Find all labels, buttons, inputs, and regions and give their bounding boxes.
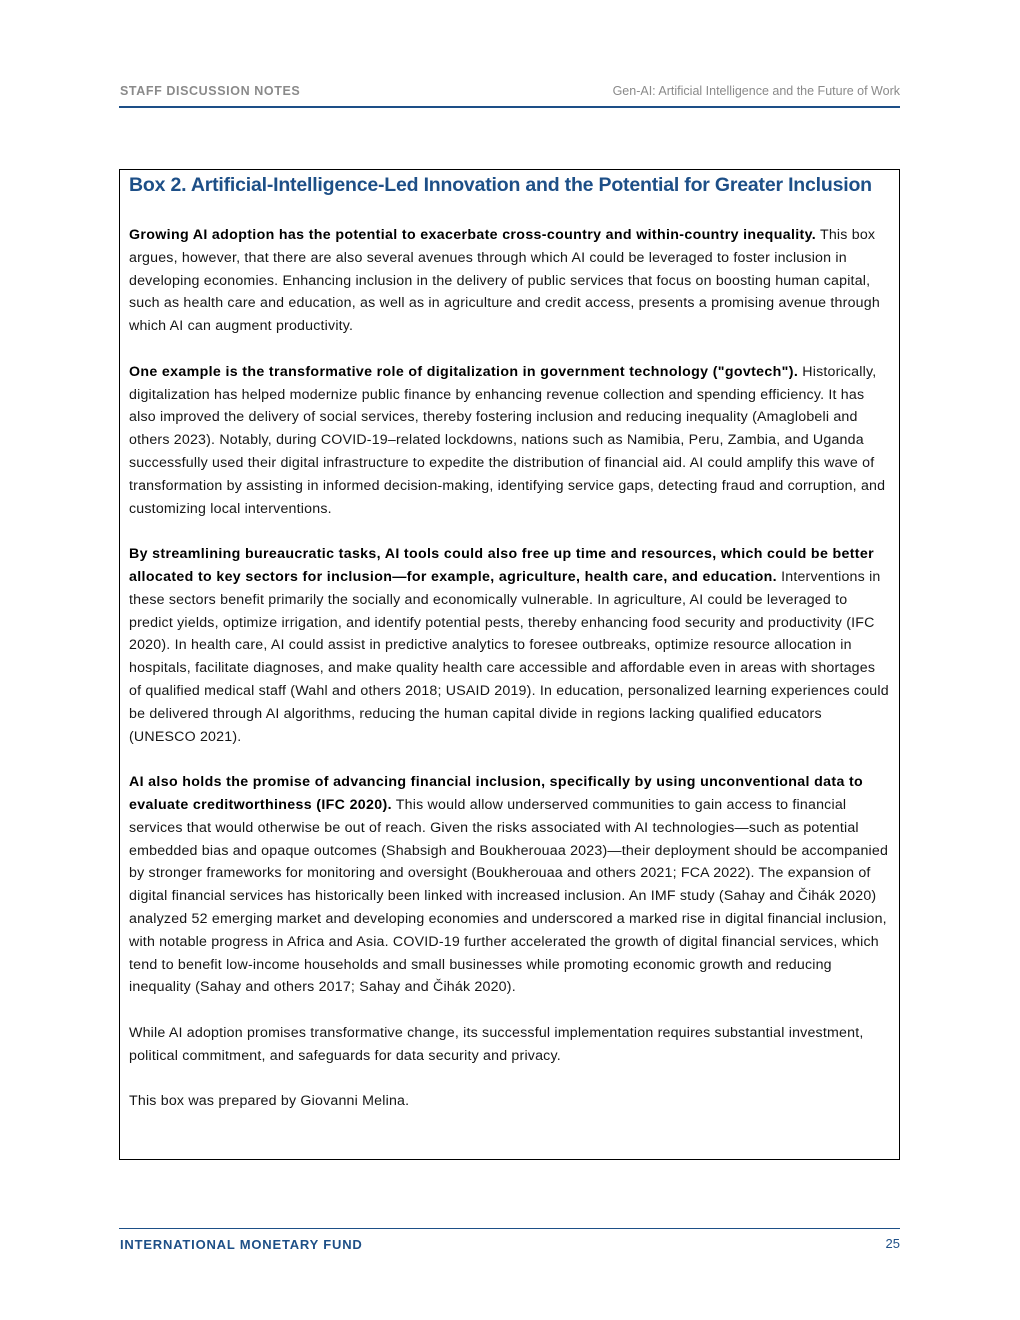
box-title: Box 2. Artificial-Intelligence-Led Innovation and the Potential for Greater Inclusion	[129, 174, 872, 196]
series-label: STAFF DISCUSSION NOTES	[120, 84, 301, 98]
publisher-name: INTERNATIONAL MONETARY FUND	[120, 1237, 363, 1252]
paragraph-body: Interventions in these sectors benefit primarily the socially and economically vulnerable. In agriculture, AI could be leveraged to predict yields, optimize irrigation, and identify potential pests, thereby enhancing food security and productivity (IFC 2020). In health care, AI could assist in predictive analytics to foresee outbreaks, optimize resource allocation in hospitals, facilitate diagnoses, and make quality health care accessible and affordable even in areas with shortages of qualified medical staff (Wahl and others 2018; USAID 2019). In education, personalized learning experiences could be delivered through AI algorithms, reducing the human capital divide in regions lacking qualified educators (UNESCO 2021).	[129, 568, 889, 745]
paragraph-body: This box argues, however, that there are also several avenues through which AI could be leveraged to foster inclusion in developing economies. Enhancing inclusion in the delivery of public services that focus on boosting human capital, such as health care and education, as well as in agriculture and credit access, presents a promising avenue through which AI can augment productivity.	[129, 227, 880, 335]
box-2	[119, 169, 900, 1160]
running-header	[119, 82, 900, 108]
paragraph-govtech	[129, 361, 890, 521]
paragraph-body: This would allow underserved communities to gain access to financial services that would otherwise be out of reach. Given the risks associated with AI technologies—such as potential embedded bias and opaque outcomes (Shabsigh and Boukherouaa 2023)—their deployment should be accompanied by stronger frameworks for monitoring and oversight (Boukherouaa and others 2021; FCA 2022). The expansion of digital financial services has historically been linked with increased inclusion. An IMF study (Sahay and Čihák 2020) analyzed 52 emerging market and developing economies and underscored a marked rise in digital financial inclusion, with notable progress in Africa and Asia. COVID-19 further accelerated the growth of digital financial services, which tend to benefit low-income households and small businesses while promoting economic growth and reducing inequality (Sahay and others 2017; Sahay and Čihák 2020).	[129, 796, 889, 996]
paragraph-lead: Growing AI adoption has the potential to exacerbate cross-country and within-country inequality.	[129, 227, 817, 243]
paragraph-financial-inclusion	[129, 771, 890, 999]
paragraph-lead: One example is the transformative role of digitalization in government technology ("govtech").	[129, 363, 799, 380]
paragraph-body: Historically, digitalization has helped modernize public finance by enhancing revenue collection and spending efficiency. It has also improved the delivery of social services, thereby fostering inclusion and reducing inequality (Amaglobeli and others 2023). Notably, during COVID-19–related lockdowns, nations such as Namibia, Peru, Zambia, and Uganda successfully used their digital infrastructure to expedite the distribution of financial aid. AI could amplify this wave of transformation by assisting in informed decision-making, identifying service gaps, detecting fraud and corruption, and customizing local interventions.	[129, 363, 886, 517]
document-title: Gen-AI: Artificial Intelligence and the Future of Work	[612, 84, 900, 98]
paragraph-lead: AI also holds the promise of advancing financial inclusion, specifically by using unconventional data to evaluate creditworthiness (IFC 2020).	[129, 774, 864, 813]
box-credit: This box was prepared by Giovanni Melina.	[129, 1093, 410, 1110]
paragraph-bureaucratic-tasks	[129, 543, 890, 748]
paragraph-closing: While AI adoption promises transformative change, its successful implementation requires substantial investment, political commitment, and safeguards for data security and privacy.	[129, 1024, 864, 1064]
paragraph-inequality	[129, 224, 890, 338]
paragraph-lead: By streamlining bureaucratic tasks, AI tools could also free up time and resources, which could be better allocated to key sectors for inclusion—for example, agriculture, health care, and education.	[129, 546, 874, 585]
footer-rule	[119, 1228, 900, 1229]
page-number: 25	[885, 1236, 900, 1251]
